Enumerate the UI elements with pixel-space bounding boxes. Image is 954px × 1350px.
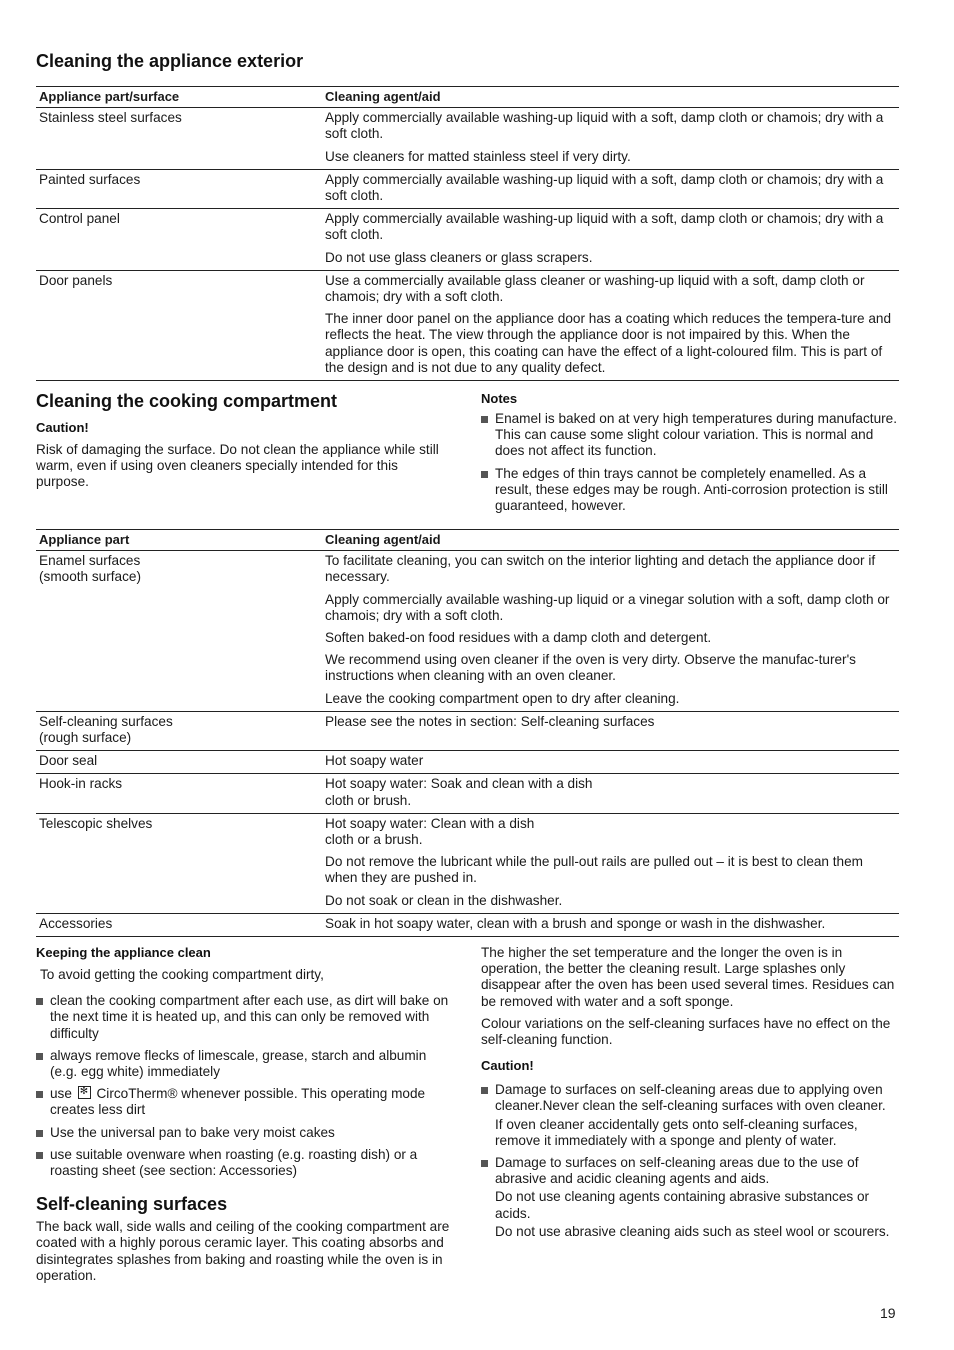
part-cell: Enamel surfaces (smooth surface): [39, 553, 141, 585]
part-cell: Painted surfaces: [39, 171, 141, 187]
caution-item-text: Damage to surfaces on self-cleaning areas due to the use of abrasive and acidic cleaning agents and aids.: [495, 1155, 859, 1187]
part-cell: Hook-in racks: [39, 776, 123, 792]
caution-item-text: Damage to surfaces on self-cleaning areas due to applying oven cleaner.Never clean the self-cleaning surfaces with oven cleaner.: [495, 1082, 886, 1114]
agent-text: Leave the cooking compartment open to dry after cleaning.: [325, 690, 680, 706]
list-item: [36, 1086, 456, 1118]
selfcleaning-text: The back wall, side walls and ceiling of the cooking compartment are coated with a highly porous ceramic layer. This coating absorbs and disintegrates splashes from baking and roasting while the oven is in operation.: [36, 1219, 450, 1283]
circotherm-text: CircoTherm® whenever possible. This operating mode creates less dirt: [50, 1086, 426, 1118]
paragraph: The higher the set temperature and the longer the oven is in operation, the better the cleaning result. Large splashes only disappear after the oven has been used several times. Residues can be removed with water and a soft sponge.: [481, 945, 895, 1009]
keeping-block: [36, 945, 456, 1284]
page-number: 19: [880, 1305, 896, 1321]
list-item: [481, 1155, 899, 1240]
list-item: [481, 1082, 899, 1149]
caution-item-extra: Do not use cleaning agents containing abrasive substances or acids.: [495, 1189, 870, 1221]
caution-block: [36, 420, 454, 491]
part-cell: Telescopic shelves: [39, 815, 153, 831]
notes-list: [481, 411, 899, 514]
table-row: [36, 270, 899, 380]
table-row: [36, 551, 899, 712]
agent-text: Soak in hot soapy water, clean with a brush and sponge or wash in the dishwasher.: [325, 915, 826, 931]
agent-text: Do not remove the lubricant while the pull-out rails are pulled out – it is best to clean them when they are pushed in.: [325, 854, 863, 886]
table-row: [36, 751, 899, 774]
agent-text: Hot soapy water: Clean with a dish cloth or a brush.: [325, 815, 535, 848]
caution-text: Risk of damaging the surface. Do not clean the appliance while still warm, even if using oven cleaners specially intended for this purpose.: [36, 442, 439, 490]
table-row: [36, 813, 899, 913]
agent-text: Hot soapy water: [325, 753, 424, 769]
agent-text: Use a commercially available glass cleaner or washing-up liquid with a soft, damp cloth or chamois; dry with a soft cloth.: [325, 272, 865, 305]
agent-text: Use cleaners for matted stainless steel if very dirty.: [325, 148, 631, 164]
agent-text: Apply commercially available washing-up liquid with a soft, damp cloth or chamois; dry with a soft cloth.: [325, 110, 884, 142]
list-item: always remove flecks of limescale, grease, starch and albumin (e.g. egg white) immediately: [36, 1048, 456, 1080]
part-cell: Accessories: [39, 915, 113, 931]
section-title-exterior: Cleaning the appliance exterior: [36, 51, 304, 71]
notes-block: [481, 391, 899, 520]
compartment-table: [36, 529, 899, 937]
circotherm-icon: [78, 1086, 91, 1099]
table-row: [36, 108, 899, 170]
right-column: [481, 945, 899, 1246]
list-item: clean the cooking compartment after each use, as dirt will bake on the next time it is heated up, and this can only be removed with difficulty: [36, 993, 456, 1042]
table-header: Cleaning agent/aid: [325, 532, 441, 547]
agent-text: We recommend using oven cleaner if the oven is very dirty. Observe the manufac-turer's instructions when cleaning with an oven cleaner.: [325, 652, 856, 684]
table-row: [36, 774, 899, 813]
caution-label: Caution!: [36, 420, 89, 435]
caution-label: Caution!: [481, 1058, 534, 1074]
agent-text: Hot soapy water: Soak and clean with a dish cloth or brush.: [325, 776, 593, 808]
keeping-title: Keeping the appliance clean: [36, 945, 211, 960]
part-cell: Door panels: [39, 272, 113, 288]
table-row: [36, 169, 899, 208]
part-cell: Door seal: [39, 753, 98, 769]
part-cell: Control panel: [39, 211, 120, 227]
keeping-list: [36, 993, 456, 1179]
agent-text: Do not use glass cleaners or glass scrapers.: [325, 249, 593, 265]
paragraph: Colour variations on the self-cleaning surfaces have no effect on the self-cleaning function.: [481, 1015, 891, 1048]
part-cell: Stainless steel surfaces: [39, 110, 182, 126]
agent-text: Soften baked-on food residues with a damp cloth and detergent.: [325, 630, 712, 646]
agent-text: Please see the notes in section: Self-cleaning surfaces: [325, 713, 655, 729]
notes-label: Notes: [481, 391, 518, 406]
table-header: Cleaning agent/aid: [325, 89, 441, 104]
table-row: [36, 913, 899, 936]
agent-text: Apply commercially available washing-up liquid or a vinegar solution with a soft, damp cloth or chamois; dry with a soft cloth.: [325, 591, 890, 623]
caution-item-extra: Do not use abrasive cleaning aids such as steel wool or scourers.: [495, 1223, 890, 1239]
section-title-selfcleaning: Self-cleaning surfaces: [36, 1194, 228, 1215]
agent-text: Apply commercially available washing-up liquid with a soft, damp cloth or chamois; dry with a soft cloth.: [325, 171, 884, 204]
exterior-table: [36, 86, 899, 381]
agent-text: Do not soak or clean in the dishwasher.: [325, 892, 563, 908]
list-item: Use the universal pan to bake very moist cakes: [36, 1125, 456, 1141]
section-title-compartment: Cleaning the cooking compartment: [36, 391, 338, 411]
table-row: [36, 711, 899, 750]
use-word: use: [50, 1086, 72, 1102]
agent-text: The inner door panel on the appliance door has a coating which reduces the tempera-ture and reflects the heat. The view through the appliance door is not impaired by this. When the appliance door is open, this coating can have the effect of a light-coloured film. This is part of the design and is not due to any quality defect.: [325, 311, 892, 375]
table-header: Appliance part: [39, 532, 130, 547]
caution-list: [481, 1082, 899, 1240]
table-header: Appliance part/surface: [39, 89, 180, 104]
agent-text: Apply commercially available washing-up liquid with a soft, damp cloth or chamois; dry with a soft cloth.: [325, 211, 884, 243]
part-cell: Self-cleaning surfaces (rough surface): [39, 713, 173, 746]
agent-text: To facilitate cleaning, you can switch on the interior lighting and detach the appliance door if necessary.: [325, 553, 876, 585]
list-item: Enamel is baked on at very high temperatures during manufacture. This can cause some slight colour variation. This is normal and does not affect its function.: [481, 411, 899, 460]
list-item: The edges of thin trays cannot be completely enamelled. As a result, these edges may be rough. Anti-corrosion protection is still guaranteed, however.: [481, 466, 899, 515]
keeping-intro: To avoid getting the cooking compartment dirty,: [40, 967, 324, 982]
table-row: [36, 209, 899, 271]
list-item: use suitable ovenware when roasting (e.g. roasting dish) or a roasting sheet (see section: Accessories): [36, 1147, 456, 1179]
caution-item-extra: If oven cleaner accidentally gets onto self-cleaning surfaces, remove it immediately with a sponge and plenty of water.: [495, 1116, 858, 1148]
